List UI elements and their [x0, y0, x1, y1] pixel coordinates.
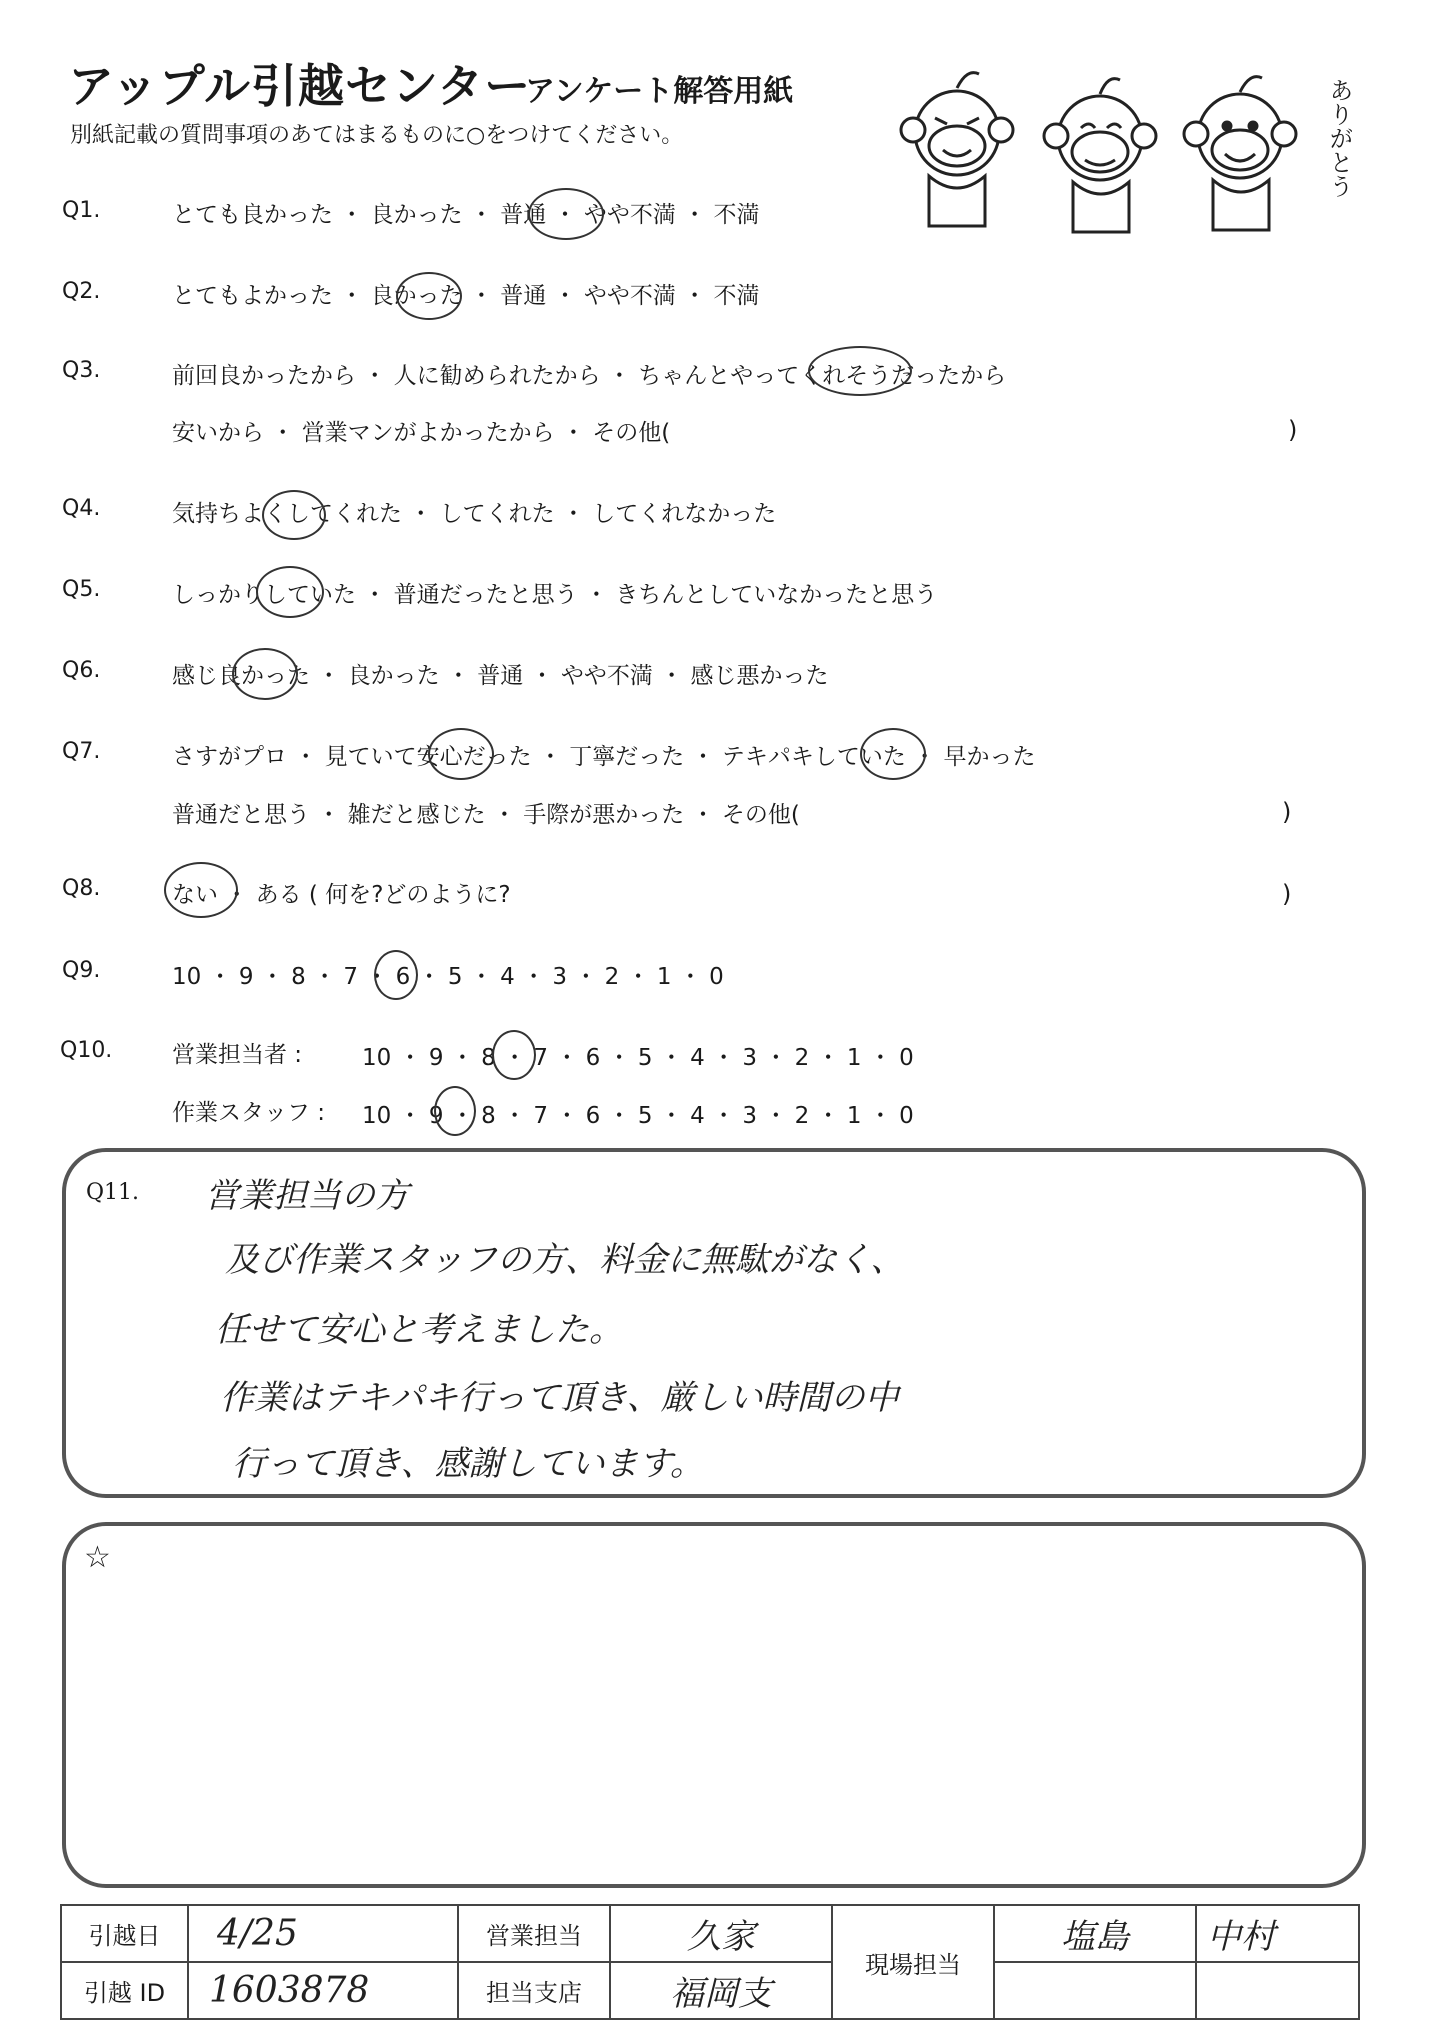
instruction-text: 別紙記載の質問事項のあてはまるものに○をつけてください。 — [70, 123, 684, 148]
q8-number: Q8. — [62, 876, 101, 901]
q5-options: しっかりしていた ・ 普通だったと思う ・ きちんとしていなかったと思う — [172, 582, 938, 608]
move-date-label: 引越日 — [61, 1905, 188, 1962]
q10-number: Q10. — [60, 1038, 113, 1063]
sales-name-value: 久家 — [610, 1905, 832, 1962]
q3-options-line1: 前回良かったから ・ 人に勧められたから ・ ちゃんとやってくれそうだったから — [172, 363, 1007, 389]
q8-options: ない ・ ある ( 何を?どのように? — [172, 882, 511, 908]
answer-circle — [396, 272, 462, 320]
star-comment-box — [62, 1522, 1366, 1888]
q7-number: Q7. — [62, 739, 101, 764]
q4-options: 気持ちよくしてくれた ・ してくれた ・ してくれなかった — [172, 501, 777, 527]
q4-number: Q4. — [62, 496, 101, 521]
monkey-mascots-icon — [895, 58, 1355, 248]
site-label: 現場担当 — [832, 1905, 994, 2019]
q6-options: 感じ良かった ・ 良かった ・ 普通 ・ やや不満 ・ 感じ悪かった — [172, 663, 829, 689]
q6-number: Q6. — [62, 658, 101, 683]
q10-sales-scale: 10 ・ 9 ・ 8 ・ 7 ・ 6 ・ 5 ・ 4 ・ 3 ・ 2 ・ 1 ・ 0 — [362, 1045, 914, 1071]
q9-scale: 10 ・ 9 ・ 8 ・ 7 ・ 6 ・ 5 ・ 4 ・ 3 ・ 2 ・ 1 ・ 0 — [172, 964, 724, 990]
q10-sales-label: 営業担当者 : — [172, 1042, 303, 1068]
footer-info-table — [60, 1904, 1360, 2020]
q1-options: とても良かった ・ 良かった ・ 普通 ・ やや不満 ・ 不満 — [172, 202, 760, 228]
branch-name-value: 福岡支 — [610, 1962, 832, 2019]
thanks-text: ありがとう — [1325, 78, 1353, 198]
site-staff-1-value: 塩島 — [994, 1905, 1196, 1962]
answer-circle — [860, 728, 926, 780]
answer-circle — [528, 188, 604, 240]
answer-circle — [232, 648, 298, 700]
q10-staff-label: 作業スタッフ : — [172, 1100, 326, 1126]
answer-circle — [428, 728, 494, 780]
form-subtitle: アンケート解答用紙 — [525, 74, 794, 109]
company-title: アップル引越センター — [68, 59, 532, 113]
answer-circle — [374, 950, 418, 1000]
q3-close-paren: ) — [1288, 416, 1298, 444]
move-date-value: 4/25 — [188, 1905, 458, 1962]
answer-circle — [164, 862, 238, 918]
answer-circle — [262, 490, 326, 540]
site-staff-3-cell — [994, 1962, 1196, 2019]
q11-answer-line: 及び作業スタッフの方、料金に無駄がなく、 — [225, 1240, 905, 1280]
site-staff-2-value: 中村 — [1196, 1905, 1359, 1962]
q11-answer-line: 営業担当の方 — [205, 1176, 409, 1216]
q2-number: Q2. — [62, 279, 101, 304]
q9-number: Q9. — [62, 958, 101, 983]
move-id-value: 1603878 — [188, 1962, 458, 2019]
q7-options-line1: さすがプロ ・ 見ていて安心だった ・ 丁寧だった ・ テキパキしていた ・ 早かった — [172, 744, 1036, 770]
star-icon: ☆ — [84, 1540, 111, 1575]
branch-label: 担当支店 — [458, 1962, 610, 2019]
q11-answer-line: 行って頂き、感謝しています。 — [232, 1444, 704, 1484]
q11-number: Q11. — [86, 1180, 140, 1205]
q11-answer-line: 任せて安心と考えました。 — [215, 1310, 623, 1350]
site-staff-4-cell — [1196, 1962, 1359, 2019]
q7-close-paren: ) — [1282, 798, 1292, 826]
q10-staff-scale: 10 ・ 9 ・ 8 ・ 7 ・ 6 ・ 5 ・ 4 ・ 3 ・ 2 ・ 1 ・ 0 — [362, 1103, 914, 1129]
answer-circle — [808, 346, 912, 396]
q11-answer-line: 作業はテキパキ行って頂き、厳しい時間の中 — [220, 1378, 899, 1418]
q3-options-line2: 安いから ・ 営業マンがよかったから ・ その他( — [172, 420, 671, 446]
q5-number: Q5. — [62, 577, 101, 602]
sales-label: 営業担当 — [458, 1905, 610, 1962]
q8-close-paren: ) — [1282, 880, 1292, 908]
q3-number: Q3. — [62, 358, 101, 383]
move-id-label: 引越 ID — [61, 1962, 188, 2019]
q7-options-line2: 普通だと思う ・ 雑だと感じた ・ 手際が悪かった ・ その他( — [172, 802, 800, 828]
answer-circle — [492, 1030, 536, 1080]
answer-circle — [256, 566, 324, 618]
q2-options: とてもよかった ・ 良かった ・ 普通 ・ やや不満 ・ 不満 — [172, 283, 760, 309]
answer-circle — [434, 1086, 476, 1136]
q1-number: Q1. — [62, 198, 101, 223]
